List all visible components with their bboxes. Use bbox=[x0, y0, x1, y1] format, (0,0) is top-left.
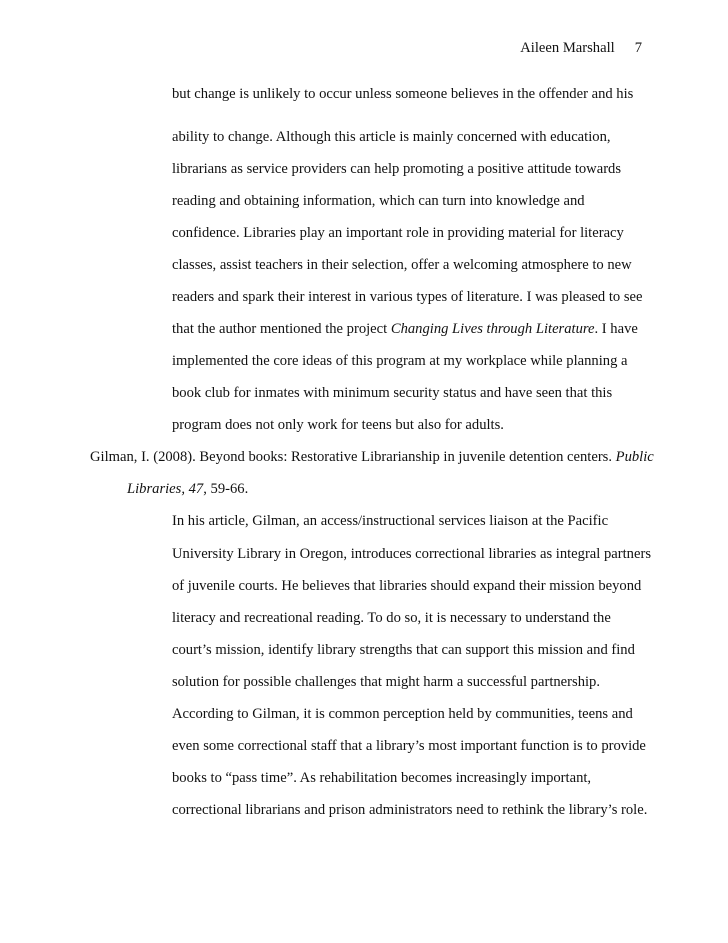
paragraph-line: solution for possible challenges that might harm a successful partnership. bbox=[172, 674, 600, 690]
paragraph-line bbox=[172, 320, 638, 338]
paragraph-line: books to “pass time”. As rehabilitation becomes increasingly important, bbox=[172, 770, 592, 786]
italic-journal: Public bbox=[615, 449, 654, 465]
page-number: 7 bbox=[634, 40, 642, 56]
paragraph-line: literacy and recreational reading. To do so, it is necessary to understand the bbox=[172, 610, 611, 626]
paragraph-line: classes, assist teachers in their selection, offer a welcoming atmosphere to new bbox=[172, 257, 632, 273]
paragraph-line: librarians as service providers can help promoting a positive attitude towards bbox=[172, 161, 622, 177]
paragraph-line: reading and obtaining information, which can turn into knowledge and bbox=[172, 193, 585, 209]
paragraph-line: even some correctional staff that a library’s most important function is to provide bbox=[172, 738, 646, 754]
paragraph-line: of juvenile courts. He believes that libraries should expand their mission beyond bbox=[172, 578, 642, 594]
paragraph-line: program does not only work for teens but also for adults. bbox=[172, 417, 504, 433]
paragraph-line: but change is unlikely to occur unless someone believes in the offender and his bbox=[172, 86, 634, 102]
paragraph-line: University Library in Oregon, introduces correctional libraries as integral partners bbox=[172, 546, 651, 562]
running-header bbox=[520, 40, 642, 57]
text-run: . I have bbox=[594, 321, 638, 337]
paragraph-line: correctional librarians and prison administrators need to rethink the library’s role. bbox=[172, 802, 648, 818]
italic-title: Changing Lives through Literature bbox=[390, 321, 595, 337]
header-author: Aileen Marshall bbox=[520, 40, 615, 56]
text-run: that the author mentioned the project bbox=[172, 321, 391, 337]
text-run: Gilman, I. (2008). Beyond books: Restorative Librarianship in juvenile detention centers. bbox=[90, 449, 616, 465]
text-run: , 59-66. bbox=[203, 481, 249, 497]
paragraph-line: readers and spark their interest in various types of literature. I was pleased to see bbox=[172, 289, 643, 305]
paragraph-line: In his article, Gilman, an access/instructional services liaison at the Pacific bbox=[172, 513, 609, 529]
paragraph-line: implemented the core ideas of this program at my workplace while planning a bbox=[172, 353, 628, 369]
paragraph-line: confidence. Libraries play an important role in providing material for literacy bbox=[172, 225, 624, 241]
paragraph-line: court’s mission, identify library strengths that can support this mission and find bbox=[172, 642, 635, 658]
reference-line bbox=[127, 480, 248, 498]
paragraph-line: book club for inmates with minimum security status and have seen that this bbox=[172, 385, 613, 401]
paragraph-line: According to Gilman, it is common perception held by communities, teens and bbox=[172, 706, 633, 722]
reference-line bbox=[90, 448, 654, 466]
italic-journal: Libraries, 47 bbox=[127, 481, 204, 497]
paragraph-line: ability to change. Although this article is mainly concerned with education, bbox=[172, 129, 611, 145]
